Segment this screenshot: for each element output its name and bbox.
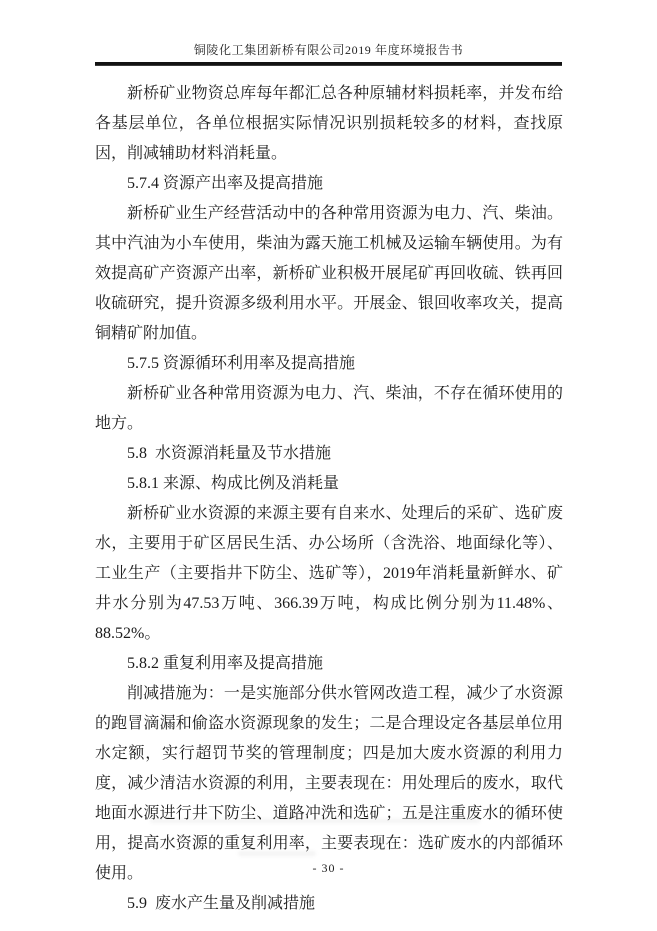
paragraph-resource-output: 新桥矿业生产经营活动中的各种常用资源为电力、汽、柴油。其中汽油为小车使用，柴油为露天施工机械及运输车辆使用。为有效提高矿产资源产出率，新桥矿业积极开展尾矿再回收硫、铁再回收硫研究，提升资源多级利用水平。开展金、银回收率攻关，提高铜精矿附加值。 bbox=[95, 205, 563, 342]
paragraph-material-loss: 新桥矿业物资总库每年都汇总各种原辅材料损耗率，并发布给各基层单位，各单位根据实际情况识别损耗较多的材料，查找原因，削减辅助材料消耗量。 bbox=[95, 85, 563, 162]
paragraph-reuse-measures: 削减措施为：一是实施部分供水管网改造工程，减少了水资源的跑冒滴漏和偷盗水资源现象的发生；二是合理设定各基层单位用水定额，实行超罚节奖的管理制度；四是加大废水资源的利用力度，减少清洁水资源的利用，主要表现在：用处理后的废水，取代地面水源进行井下防尘、道路冲洗和选矿；五是注重废水的循环使用，提高水资源的重复利用率，主要表现在：选矿废水的内部循环使用。 bbox=[95, 685, 563, 882]
heading-5-9-wastewater: 5.9 废水产生量及削减措施 bbox=[127, 895, 316, 912]
heading-5-8-2-reuse-rate: 5.8.2 重复利用率及提高措施 bbox=[127, 655, 324, 672]
document-body bbox=[95, 79, 563, 919]
header-rule bbox=[95, 62, 562, 66]
heading-5-7-5-resource-recycling: 5.7.5 资源循环利用率及提高措施 bbox=[127, 355, 356, 372]
heading-5-7-4-resource-output: 5.7.4 资源产出率及提高措施 bbox=[127, 175, 324, 192]
page-footer bbox=[0, 861, 657, 876]
page-number: - 30 - bbox=[312, 861, 345, 875]
paragraph-resource-recycling: 新桥矿业各种常用资源为电力、汽、柴油，不存在循环使用的地方。 bbox=[95, 385, 563, 432]
header-title: 铜陵化工集团新桥有限公司2019 年度环境报告书 bbox=[193, 43, 464, 57]
heading-5-8-water-consumption: 5.8 水资源消耗量及节水措施 bbox=[127, 445, 332, 462]
heading-5-8-1-water-sources: 5.8.1 来源、构成比例及消耗量 bbox=[127, 475, 340, 492]
paragraph-water-sources: 新桥矿业水资源的来源主要有自来水、处理后的采矿、选矿废水，主要用于矿区居民生活、办公场所（含洗浴、地面绿化等）、工业生产（主要指井下防尘、选矿等），2019年消耗量新鲜水、矿井水分别为47.53万吨、366.39万吨，构成比例分别为11.48%、88.52%。 bbox=[95, 505, 563, 642]
